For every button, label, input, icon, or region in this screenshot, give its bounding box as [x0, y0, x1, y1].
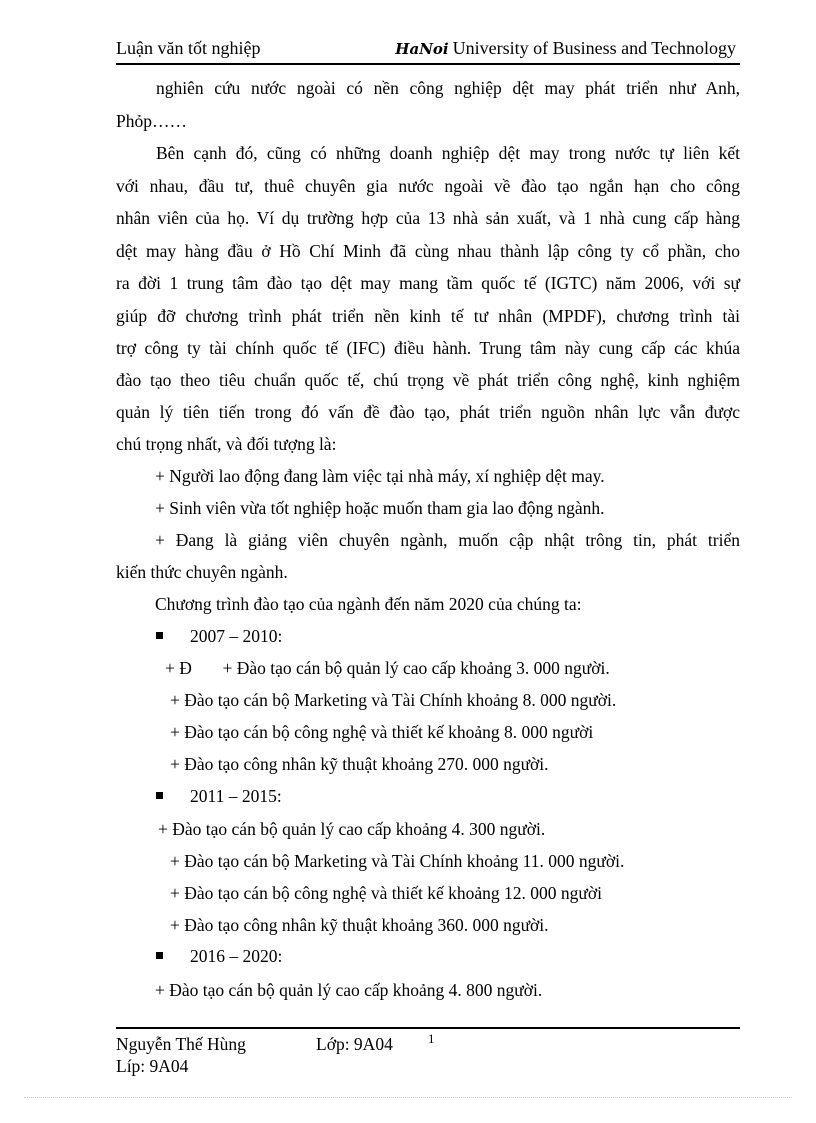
- header-university-name: University of Business and Technology: [452, 38, 736, 58]
- list-item: + Đào tạo công nhân kỹ thuật khoảng 270. 000 người.: [170, 754, 549, 774]
- paragraph-line: nghiên cứu nước ngoài có nền công nghiệp dệt may phát triển như Anh,: [156, 78, 740, 98]
- paragraph-line: Chương trình đào tạo của ngành đến năm 2020 của chúng ta:: [155, 594, 582, 614]
- paragraph-line: chú trọng nhất, và đối tượng là:: [116, 434, 337, 454]
- header-thesis-label: Luận văn tốt nghiệp: [116, 38, 261, 58]
- list-item: + Đào tạo cán bộ quản lý cao cấp khoảng 4. 300 người.: [158, 819, 546, 839]
- paragraph-line: ra đời 1 trung tâm đào tạo dệt may mang tầm quốc tế (IGTC) năm 2006, với sự: [116, 273, 740, 293]
- footer-author: Nguyễn Thế Hùng: [116, 1034, 246, 1054]
- period-heading: 2007 – 2010:: [190, 626, 283, 646]
- period-heading: 2011 – 2015:: [190, 786, 282, 806]
- list-item: + Đào tạo cán bộ Marketing và Tài Chính khoảng 8. 000 người.: [170, 690, 617, 710]
- list-item: + Đào tạo cán bộ quản lý cao cấp khoảng 4. 800 người.: [155, 980, 543, 1000]
- list-item: + Đ + Đào tạo cán bộ quản lý cao cấp khoảng 3. 000 người.: [165, 658, 610, 678]
- header-divider: [116, 63, 740, 65]
- paragraph-line: giúp đỡ chương trình phát triển nền kinh tế tư nhân (MPDF), chương trình tài: [116, 306, 740, 326]
- square-bullet-icon: [156, 952, 163, 959]
- footer-class-secondary: Líp: 9A04: [116, 1056, 189, 1076]
- list-item: + Đào tạo cán bộ công nghệ và thiết kế khoảng 12. 000 người: [170, 883, 602, 903]
- list-item: + Sinh viên vừa tốt nghiệp hoặc muốn tham gia lao động ngành.: [155, 498, 605, 518]
- paragraph-line: với nhau, đầu tư, thuê chuyên gia nước ngoài về đào tạo ngắn hạn cho công: [116, 176, 740, 196]
- paragraph-line: đào tạo theo tiêu chuẩn quốc tế, chú trọng về phát triển công nghệ, kinh nghiệm: [116, 370, 740, 390]
- footer-divider: [116, 1027, 740, 1029]
- period-heading: 2016 – 2020:: [190, 946, 283, 966]
- paragraph-line: trợ công ty tài chính quốc tế (IFC) điều hành. Trung tâm này cung cấp các khúa: [116, 338, 740, 358]
- header-university: [395, 38, 736, 59]
- paragraph-line: Bên cạnh đó, cũng có những doanh nghiệp dệt may trong nước tự liên kết: [156, 143, 740, 163]
- square-bullet-icon: [156, 792, 163, 799]
- page-number: 1: [428, 1031, 435, 1046]
- square-bullet-icon: [156, 632, 163, 639]
- list-item: + Người lao động đang làm việc tại nhà máy, xí nghiệp dệt may.: [155, 466, 605, 486]
- paragraph-line: quản lý tiên tiến trong đó vấn đề đào tạo, phát triển nguồn nhân lực vẫn được: [116, 402, 740, 422]
- paragraph-line: dệt may hàng đầu ở Hồ Chí Minh đã cùng nhau thành lập công ty cổ phần, cho: [116, 241, 740, 261]
- header-city-logo: HaNoi: [395, 40, 449, 58]
- list-item: + Đào tạo công nhân kỹ thuật khoảng 360. 000 người.: [170, 915, 549, 935]
- footer-class: Lớp: 9A04: [316, 1034, 393, 1054]
- paragraph-line: Phỏp……: [116, 111, 187, 131]
- page-edge-divider: [24, 1097, 792, 1098]
- list-item: + Đang là giảng viên chuyên ngành, muốn cập nhật trông tin, phát triển: [155, 530, 740, 550]
- list-item: + Đào tạo cán bộ Marketing và Tài Chính khoảng 11. 000 người.: [170, 851, 625, 871]
- list-item: + Đào tạo cán bộ công nghệ và thiết kế khoảng 8. 000 người: [170, 722, 594, 742]
- list-item: kiến thức chuyên ngành.: [116, 562, 288, 582]
- paragraph-line: nhân viên của họ. Ví dụ trường hợp của 13 nhà sản xuất, và 1 nhà cung cấp hàng: [116, 208, 740, 228]
